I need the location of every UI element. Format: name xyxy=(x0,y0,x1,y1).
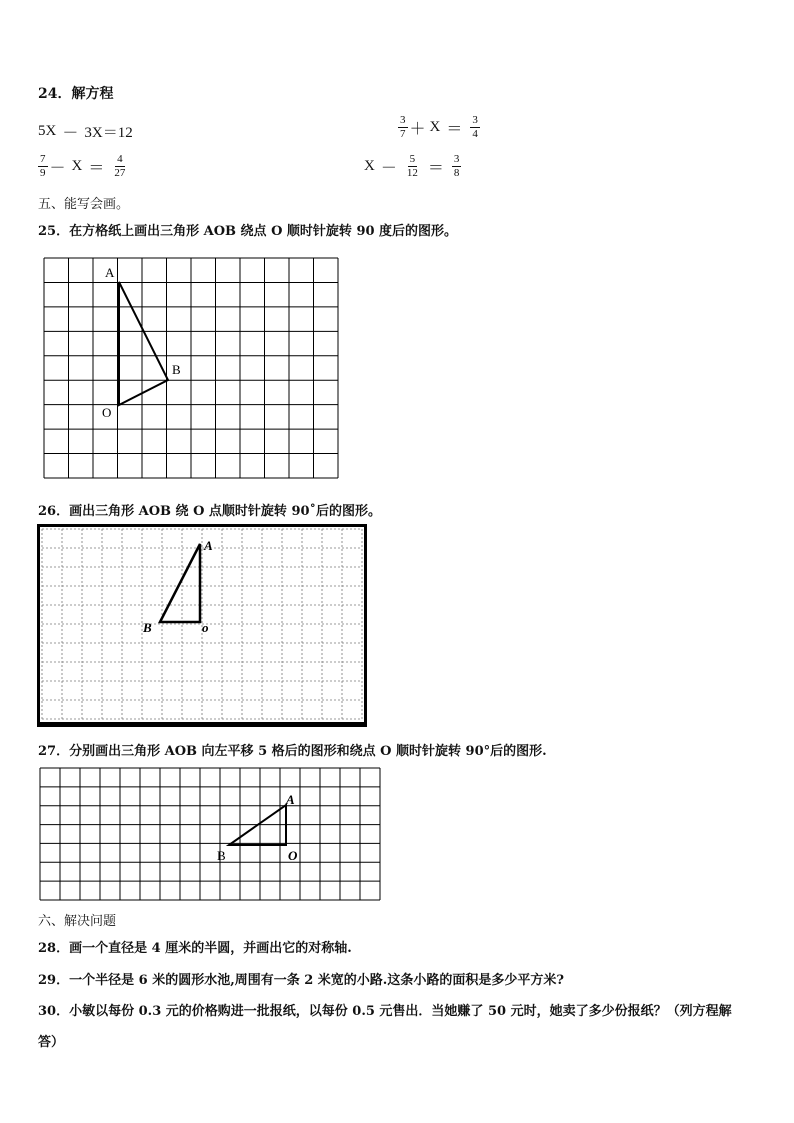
eq4-f1-num: 5 xyxy=(409,153,416,165)
q26-grid-figure xyxy=(37,524,367,728)
eq3-f2-num: 4 xyxy=(117,153,123,165)
q29-text: 29．一个半径是 6 米的圆形水池,周围有一条 2 米宽的小路.这条小路的面积是多少平方米? xyxy=(38,973,564,988)
eq2-fraction-1 xyxy=(398,114,408,141)
eq2-f1-num: 3 xyxy=(400,114,406,126)
eq4-fraction-2 xyxy=(452,153,462,180)
q27-label-o: O xyxy=(288,848,298,863)
eq4-f2-den: 8 xyxy=(453,167,460,179)
q25-text: 25．在方格纸上画出三角形 AOB 绕点 O 顺时针旋转 90 度后的图形。 xyxy=(38,224,458,239)
eq2-f2-num: 3 xyxy=(472,114,478,126)
eq2-x: X xyxy=(429,119,441,135)
q30-text-line1: 30．小敏以每份 0.3 元的价格购进一批报纸，以每份 0.5 元售出．当她赚了 50 元时，她卖了多少份报纸？（列方程解 xyxy=(38,1004,732,1019)
q26-label-a: A xyxy=(204,538,213,553)
eq2-op: ＋ xyxy=(409,121,426,138)
q24-title: 24．解方程 xyxy=(38,86,114,102)
eq4-fraction-1 xyxy=(405,153,420,180)
q27-label-b: B xyxy=(217,848,226,863)
section-5-heading: 五、能写会画。 xyxy=(38,197,130,212)
eq4-x: X xyxy=(364,158,375,174)
q28-text: 28．画一个直径是 4 厘米的半圆，并画出它的对称轴. xyxy=(38,941,352,956)
q25-label-o: O xyxy=(102,405,112,420)
q27-grid-figure xyxy=(39,767,381,901)
eq4-f2-num: 3 xyxy=(453,153,460,165)
eq3-f2-den: 27 xyxy=(114,167,126,179)
q26-label-o: o xyxy=(202,620,209,635)
q26-label-b: B xyxy=(143,620,152,635)
equation-4 xyxy=(364,153,463,180)
eq4-eq: ＝ xyxy=(427,160,444,177)
equation-2 xyxy=(396,114,482,141)
eq4-f1-den: 12 xyxy=(406,167,418,179)
eq1-right: 3X＝12 xyxy=(84,125,133,141)
eq3-fraction-2 xyxy=(112,153,127,180)
q27-label-a: A xyxy=(286,792,295,807)
section-6-heading: 六、解决问题 xyxy=(38,914,117,929)
eq4-op: － xyxy=(380,160,397,177)
equation-3 xyxy=(36,153,129,180)
eq2-f2-den: 4 xyxy=(472,128,478,140)
q25-triangle xyxy=(119,282,168,405)
eq1-op: － xyxy=(62,125,79,142)
q26-text: 26．画出三角形 AOB 绕 O 点顺时针旋转 90˚后的图形。 xyxy=(38,504,382,519)
eq2-eq: ＝ xyxy=(446,121,463,138)
eq3-x: X xyxy=(71,158,83,174)
eq2-f1-den: 7 xyxy=(400,128,406,140)
q30-text-line2: 答） xyxy=(38,1035,65,1050)
q25-grid-figure xyxy=(43,257,339,479)
eq3-fraction-1 xyxy=(38,153,48,180)
eq3-f1-den: 9 xyxy=(40,167,46,179)
eq1-left: 5X xyxy=(38,123,57,139)
q25-label-b: B xyxy=(172,362,181,377)
q25-label-a: A xyxy=(105,265,115,280)
eq2-fraction-2 xyxy=(470,114,480,141)
eq3-f1-num: 7 xyxy=(40,153,46,165)
eq3-op: － xyxy=(49,160,66,177)
equation-1 xyxy=(38,120,133,143)
q26-triangle xyxy=(160,544,200,622)
eq3-eq: ＝ xyxy=(88,160,105,177)
q27-text: 27．分别画出三角形 AOB 向左平移 5 格后的图形和绕点 O 顺时针旋转 90°后的图形. xyxy=(38,744,547,759)
